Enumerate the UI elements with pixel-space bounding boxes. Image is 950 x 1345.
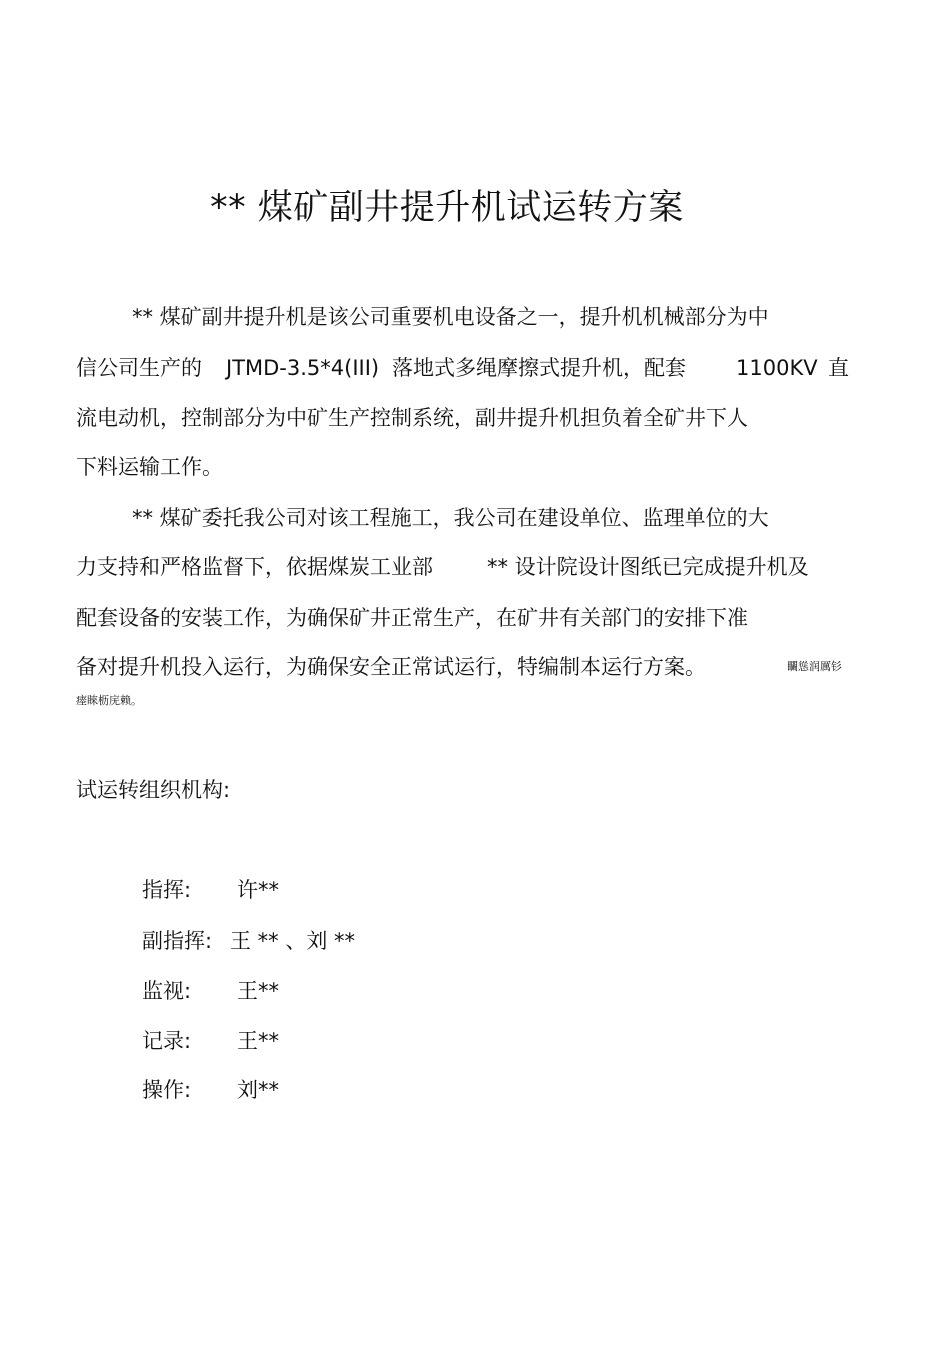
- paragraph-1-line-1: ** 煤矿副井提升机是该公司重要机电设备之一，提升机机械部分为中: [132, 305, 769, 329]
- garbled-text-2: 瘗睞枥庑赖。: [76, 694, 142, 707]
- paragraph-2-line-4: 备对提升机投入运行，为确保安全正常试运行，特编制本运行方案。: [76, 655, 706, 679]
- text-segment: ** 设计院设计图纸已完成提升机及: [487, 555, 809, 579]
- paragraph-1-line-4: 下料运输工作。: [76, 455, 223, 479]
- text-segment: 落地式多绳摩擦式提升机，配套: [392, 356, 686, 380]
- role-name: 王 ** 、刘 **: [230, 929, 356, 953]
- text-segment: 直: [828, 356, 849, 380]
- role-label: 指挥:: [142, 878, 192, 902]
- document-title: ** 煤矿副井提升机试运转方案: [210, 188, 684, 228]
- paragraph-1-line-3: 流电动机，控制部分为中矿生产控制系统，副井提升机担负着全矿井下人: [76, 406, 748, 430]
- role-row-operator: [142, 1075, 442, 1105]
- paragraph-1-line-2: [76, 353, 856, 383]
- role-label: 记录:: [142, 1029, 192, 1053]
- text-segment: 力支持和严格监督下，依据煤炭工业部: [76, 555, 433, 579]
- role-name: 王**: [237, 1029, 279, 1053]
- role-label: 监视:: [142, 979, 192, 1003]
- paragraph-2-line-3: 配套设备的安装工作，为确保矿井正常生产，在矿井有关部门的安排下准: [76, 606, 748, 630]
- role-name: 许**: [237, 878, 279, 902]
- text-segment: 信公司生产的: [76, 356, 202, 380]
- role-label: 副指挥:: [142, 929, 213, 953]
- motor-power: 1100KV: [736, 356, 818, 380]
- role-name: 刘**: [237, 1078, 279, 1102]
- role-name: 王**: [237, 979, 279, 1003]
- role-label: 操作:: [142, 1078, 192, 1102]
- garbled-text-1: 矙慫润厲钐: [787, 660, 842, 673]
- paragraph-2-line-1: ** 煤矿委托我公司对该工程施工，我公司在建设单位、监理单位的大: [132, 506, 769, 530]
- role-row-commander: [142, 875, 442, 905]
- organization-heading: 试运转组织机构:: [76, 778, 231, 802]
- role-row-recorder: [142, 1026, 442, 1056]
- role-row-deputy-commander: [142, 926, 442, 956]
- model-number: JTMD-3.5*4(III): [226, 356, 380, 380]
- role-row-monitor: [142, 976, 442, 1006]
- paragraph-2-line-2: [76, 552, 836, 582]
